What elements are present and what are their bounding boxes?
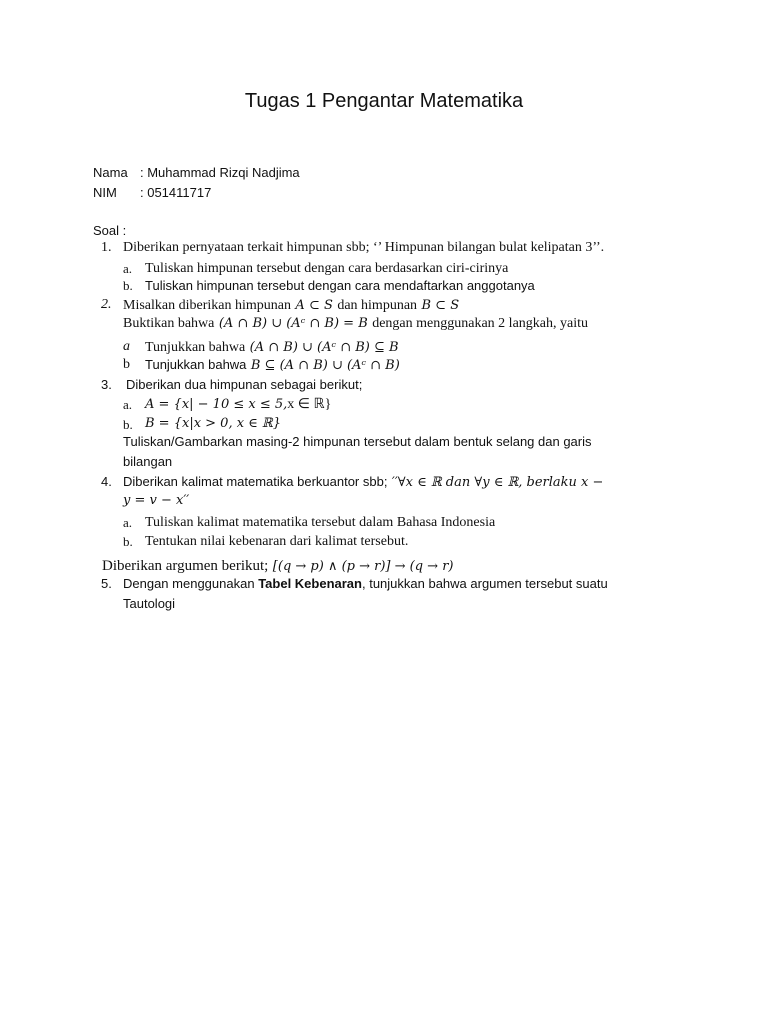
q3-number: 3. — [101, 377, 112, 392]
q3-instruction-line2: bilangan — [123, 454, 173, 469]
q4-line1 — [123, 473, 603, 491]
q3-a-mark: a. — [123, 397, 133, 412]
q2-line1-math2: B ⊂ S — [421, 298, 460, 313]
nim-value: : 051411717 — [140, 185, 212, 200]
q1-a-text: Tuliskan himpunan tersebut dengan cara berdasarkan ciri-cirinya — [145, 261, 509, 276]
q2-b-math: B ⊆ (A ∩ B) ∪ (Aᶜ ∩ B) — [250, 358, 400, 373]
q3-b-mark: b. — [123, 417, 133, 432]
q4-a-text: Tuliskan kalimat matematika tersebut dalam Bahasa Indonesia — [145, 515, 496, 530]
argument-math: [(q → p) ∧ (p → r)] → (q → r) — [272, 559, 454, 574]
q4-a-mark: a. — [123, 515, 133, 530]
soal-label: Soal : — [93, 223, 127, 238]
q1-b-text: Tuliskan himpunan tersebut dengan cara mendaftarkan anggotanya — [145, 278, 535, 293]
q1-b-mark: b. — [123, 278, 133, 293]
q3-a-line — [145, 395, 331, 413]
argument-text: Diberikan argumen berikut; — [102, 558, 269, 574]
q3-a-math: A = {x| − 10 ≤ x ≤ 5, — [145, 397, 288, 412]
q3-a-tail: x ∈ ℝ} — [287, 397, 332, 412]
q1-text: Diberikan pernyataan terkait himpunan sbb; ‘’ Himpunan bilangan bulat kelipatan 3’’. — [123, 240, 605, 255]
q1-a-mark: a. — [123, 261, 133, 276]
q5-number: 5. — [101, 576, 112, 591]
q1-number: 1. — [101, 240, 112, 255]
q2-line1-mid: dan himpunan — [337, 298, 418, 313]
q2-b-pre: Tunjukkan bahwa — [145, 357, 247, 372]
q2-a-line — [145, 338, 399, 356]
argument-line — [102, 557, 454, 575]
q5-pre: Dengan menggunakan — [123, 576, 255, 591]
q4-math-line2: y = v − x′′ — [123, 493, 190, 508]
q5-bold: Tabel Kebenaran — [258, 576, 362, 591]
q4-b-mark: b. — [123, 534, 133, 549]
q2-b-line — [145, 356, 400, 374]
q2-a-pre: Tunjukkan bahwa — [145, 340, 246, 355]
q2-line1-pre: Misalkan diberikan himpunan — [123, 298, 291, 313]
name-label: Nama — [93, 165, 128, 180]
q2-a-mark: a — [123, 339, 130, 354]
q3-text: Diberikan dua himpunan sebagai berikut; — [126, 377, 363, 392]
q4-number: 4. — [101, 474, 112, 489]
q2-line2-math: (A ∩ B) ∪ (Aᶜ ∩ B) = B — [218, 316, 368, 331]
q4-b-text: Tentukan nilai kebenaran dari kalimat tersebut. — [145, 534, 409, 549]
q2-line1-math1: A ⊂ S — [295, 298, 333, 313]
q4-text: Diberikan kalimat matematika berkuantor sbb; — [123, 474, 388, 489]
q2-number: 2. — [101, 297, 112, 312]
q2-line2 — [123, 314, 588, 332]
q2-b-mark: b — [123, 357, 130, 372]
name-value: : Muhammad Rizqi Nadjima — [140, 165, 300, 180]
q2-line2-pre: Buktikan bahwa — [123, 316, 215, 331]
q5-post: , tunjukkan bahwa argumen tersebut suatu — [361, 576, 608, 591]
q4-math-line1: ′′∀x ∈ ℝ dan ∀y ∈ ℝ, berlaku x − — [391, 475, 604, 490]
q5-line1 — [123, 576, 608, 591]
page-title: Tugas 1 Pengantar Matematika — [244, 90, 524, 112]
q2-a-math: (A ∩ B) ∪ (Aᶜ ∩ B) ⊆ B — [249, 340, 399, 355]
q2-line1 — [123, 296, 459, 314]
nim-label: NIM — [93, 185, 117, 200]
q3-instruction-line1: Tuliskan/Gambarkan masing-2 himpunan tersebut dalam bentuk selang dan garis — [123, 434, 592, 449]
q5-line2: Tautologi — [123, 596, 176, 611]
q2-line2-post: dengan menggunakan 2 langkah, yaitu — [372, 316, 588, 331]
q3-b-math: B = {x|x > 0, x ∈ ℝ} — [145, 416, 282, 431]
